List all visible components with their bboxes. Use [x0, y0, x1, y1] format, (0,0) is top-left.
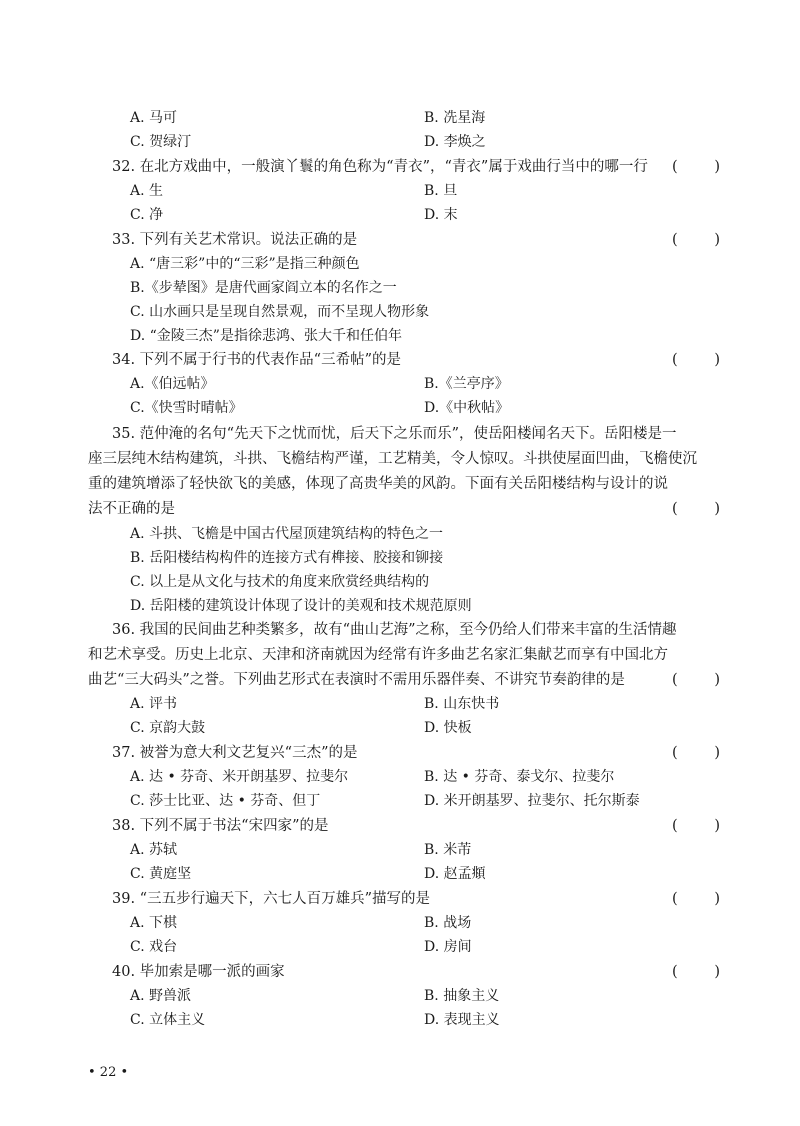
option-d: D. 快板: [424, 720, 472, 736]
option-a: A. 马可: [130, 110, 178, 126]
option-a: A. “唐三彩”中的“三彩”是指三种颜色: [130, 256, 360, 272]
option-b: B.《兰亭序》: [424, 376, 509, 392]
option-c: C.《快雪时晴帖》: [130, 400, 243, 416]
option-b: B. 米芾: [424, 842, 472, 858]
option-d: D. 岳阳楼的建筑设计体现了设计的美观和技术规范原则: [130, 598, 472, 614]
option-b: B. 达 • 芬奇、泰戈尔、拉斐尔: [424, 769, 615, 785]
option-c: C. 净: [130, 207, 164, 223]
option-a: A. 达 • 芬奇、米开朗基罗、拉斐尔: [130, 769, 349, 785]
question-38-stem: 38. 下列不属于书法“宋四家”的是: [112, 818, 329, 834]
question-36-stem-line: 36. 我国的民间曲艺种类繁多，故有“曲山艺海”之称，至今仍给人们带来丰富的生活情趣: [112, 622, 677, 638]
option-a: A. 苏轼: [130, 842, 178, 858]
option-b: B. 岳阳楼结构构件的连接方式有榫接、胶接和铆接: [130, 550, 444, 566]
option-d: D. 赵孟頫: [424, 866, 486, 882]
option-a: A. 生: [130, 183, 164, 199]
option-d: D. 末: [424, 207, 458, 223]
question-37-stem: 37. 被誉为意大利文艺复兴“三杰”的是: [112, 745, 358, 761]
option-a: A. 下棋: [130, 915, 178, 931]
option-b: B. 旦: [424, 183, 458, 199]
option-b: B. 战场: [424, 915, 472, 931]
answer-blank: ( ): [672, 159, 720, 175]
option-b: B.《步辇图》是唐代画家阎立本的名作之一: [130, 280, 397, 296]
option-b: B. 冼星海: [424, 110, 486, 126]
option-a: A. 野兽派: [130, 988, 192, 1004]
page-number: • 22 •: [88, 1065, 129, 1080]
answer-blank: ( ): [672, 672, 720, 688]
option-d: D. 房间: [424, 939, 472, 955]
option-d: D. “金陵三杰”是指徐悲鸿、张大千和任伯年: [130, 328, 402, 344]
question-36-stem-line: 曲艺“三大码头”之誉。下列曲艺形式在表演时不需用乐器伴奏、不讲究节奏韵律的是: [88, 672, 625, 688]
answer-blank: ( ): [672, 232, 720, 248]
question-33-stem: 33. 下列有关艺术常识。说法正确的是: [112, 232, 358, 248]
answer-blank: ( ): [672, 501, 720, 517]
option-d: D. 米开朗基罗、拉斐尔、托尔斯泰: [424, 793, 640, 809]
option-c: C. 戏台: [130, 939, 178, 955]
option-b: B. 抽象主义: [424, 988, 500, 1004]
option-a: A. 斗拱、飞檐是中国古代屋顶建筑结构的特色之一: [130, 526, 444, 542]
question-36-stem-line: 和艺术享受。历史上北京、天津和济南就因为经常有许多曲艺名家汇集献艺而享有中国北方: [88, 647, 668, 663]
answer-blank: ( ): [672, 745, 720, 761]
option-c: C. 贺绿汀: [130, 134, 192, 150]
question-35-stem-line: 法不正确的是: [88, 501, 175, 517]
question-34-stem: 34. 下列不属于行书的代表作品“三希帖”的是: [112, 352, 401, 368]
option-c: C. 立体主义: [130, 1012, 206, 1028]
option-a: A. 评书: [130, 696, 178, 712]
question-35-stem-line: 重的建筑增添了轻快欲飞的美感，体现了高贵华美的风韵。下面有关岳阳楼结构与设计的说: [88, 476, 668, 492]
option-b: B. 山东快书: [424, 696, 500, 712]
question-35-stem-line: 35. 范仲淹的名句“先天下之忧而忧，后天下之乐而乐”，使岳阳楼闻名天下。岳阳楼是一: [112, 426, 677, 442]
option-c: C. 以上是从文化与技术的角度来欣赏经典结构的: [130, 574, 430, 590]
option-c: C. 黄庭坚: [130, 866, 192, 882]
answer-blank: ( ): [672, 818, 720, 834]
answer-blank: ( ): [672, 891, 720, 907]
option-d: D. 李焕之: [424, 134, 486, 150]
question-35-stem-line: 座三层纯木结构建筑，斗拱、飞檐结构严谨，工艺精美，令人惊叹。斗拱使屋面凹曲，飞檐使沉: [88, 451, 697, 467]
question-32-stem: 32. 在北方戏曲中，一般演丫鬟的角色称为“青衣”，“青衣”属于戏曲行当中的哪一行: [112, 159, 648, 175]
option-c: C. 莎士比亚、达 • 芬奇、但丁: [130, 793, 321, 809]
option-d: D. 表现主义: [424, 1012, 500, 1028]
option-d: D.《中秋帖》: [424, 400, 510, 416]
answer-blank: ( ): [672, 352, 720, 368]
option-c: C. 山水画只是呈现自然景观，而不呈现人物形象: [130, 304, 430, 320]
option-a: A.《伯远帖》: [130, 376, 215, 392]
question-40-stem: 40. 毕加索是哪一派的画家: [112, 964, 285, 980]
answer-blank: ( ): [672, 964, 720, 980]
question-39-stem: 39. “三五步行遍天下，六七人百万雄兵”描写的是: [112, 891, 430, 907]
option-c: C. 京韵大鼓: [130, 720, 206, 736]
